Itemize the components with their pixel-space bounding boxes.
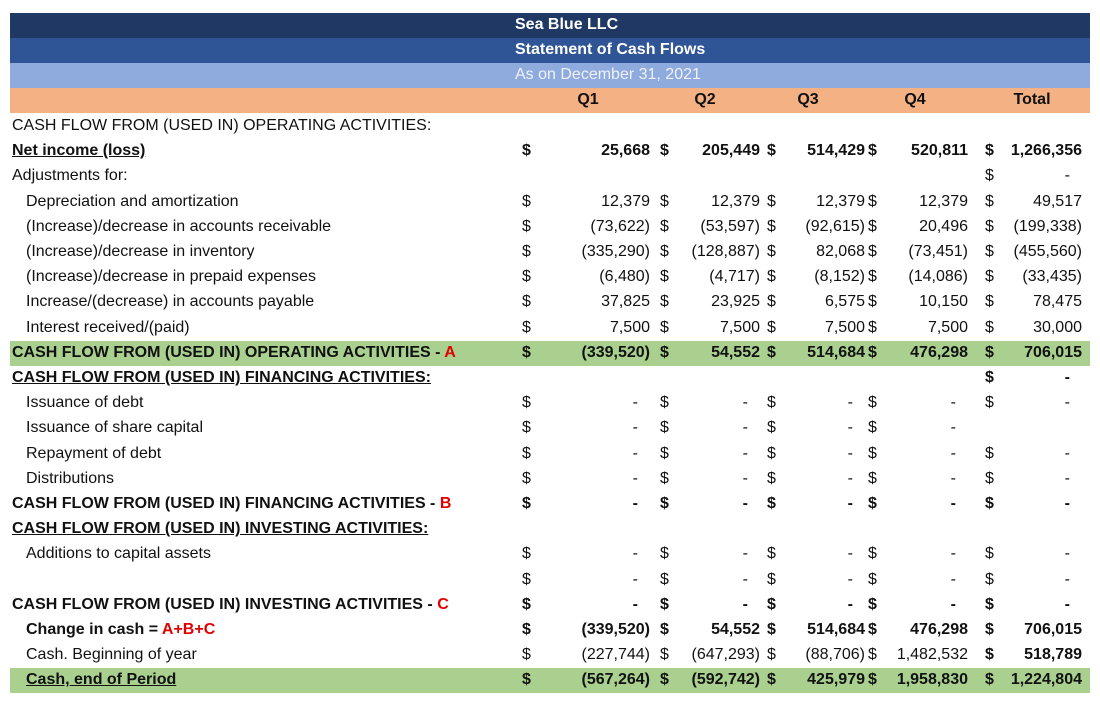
dollar-sign: $ [868, 142, 877, 160]
dollar-sign: $ [522, 646, 531, 664]
amount-cell: - [742, 444, 748, 462]
statement-row [10, 341, 1090, 366]
statement-row [10, 139, 1090, 164]
statement-title: Statement of Cash Flows [515, 41, 706, 58]
company-name: Sea Blue LLC [515, 16, 619, 33]
dollar-sign: $ [767, 142, 776, 160]
dollar-sign: $ [522, 671, 531, 689]
dollar-sign: $ [522, 318, 531, 336]
amount-cell: - [632, 595, 638, 613]
dollar-sign: $ [767, 570, 776, 588]
statement-row [10, 366, 1090, 391]
amount-cell: 12,379 [816, 192, 865, 210]
amount-cell: - [1064, 595, 1070, 613]
row-label [26, 218, 331, 236]
row-label-suffix: A [444, 343, 456, 361]
amount-cell: (88,706) [805, 646, 865, 664]
amount-cell: 12,379 [601, 192, 650, 210]
row-label-text: Repayment of debt [26, 444, 162, 462]
dollar-sign: $ [522, 621, 531, 638]
amount-cell: 1,958,830 [896, 671, 968, 689]
dollar-sign: $ [868, 444, 877, 462]
dollar-sign: $ [985, 545, 994, 563]
dollar-sign: $ [868, 217, 877, 235]
subtitle-band [10, 38, 1090, 63]
amount-cell: 706,015 [1024, 621, 1082, 638]
statement-row [10, 164, 1090, 189]
row-label-text: (Increase)/decrease in prepaid expenses [26, 268, 316, 286]
amount-cell: (335,290) [581, 243, 650, 260]
row-label [26, 394, 143, 412]
amount-cell: 82,068 [816, 243, 865, 260]
dollar-sign: $ [522, 217, 531, 235]
row-label [26, 319, 190, 337]
statement-row [10, 467, 1090, 492]
dollar-sign: $ [660, 293, 669, 311]
dollar-sign: $ [985, 318, 994, 336]
dollar-sign: $ [767, 192, 776, 210]
amount-cell: (567,264) [581, 671, 650, 689]
row-label-text: Issuance of share capital [26, 419, 203, 437]
amount-cell: 78,475 [1033, 293, 1082, 311]
amount-cell: - [847, 570, 853, 588]
amount-cell: - [742, 394, 748, 412]
amount-cell: - [847, 495, 853, 512]
row-label-text: Change in cash = [26, 621, 162, 638]
amount-cell: 12,379 [919, 192, 968, 210]
amount-cell: - [632, 394, 638, 412]
row-label-text: Cash, end of Period [26, 671, 177, 689]
amount-cell: - [742, 495, 748, 512]
row-label-text: Issuance of debt [26, 394, 144, 412]
row-label-suffix: A+B+C [161, 621, 216, 638]
amount-cell: - [1064, 495, 1070, 512]
dollar-sign: $ [868, 343, 877, 361]
dollar-sign: $ [868, 646, 877, 664]
dollar-sign: $ [767, 621, 776, 638]
row-label-text: Adjustments for: [12, 167, 128, 185]
amount-cell: - [950, 394, 956, 412]
amount-cell: 518,789 [1024, 646, 1082, 664]
amount-cell: - [742, 595, 748, 613]
amount-cell: - [632, 570, 638, 588]
statement-row [10, 492, 1090, 517]
dollar-sign: $ [868, 318, 877, 336]
statement-row [10, 114, 1090, 139]
amount-cell: 514,684 [807, 621, 865, 638]
amount-cell: - [950, 495, 956, 512]
dollar-sign: $ [767, 545, 776, 563]
dollar-sign: $ [522, 268, 531, 286]
amount-cell: 514,429 [807, 142, 865, 160]
amount-cell: 205,449 [702, 142, 760, 160]
amount-cell: - [632, 545, 638, 563]
amount-cell: (455,560) [1013, 243, 1082, 260]
dollar-sign: $ [868, 671, 877, 689]
amount-cell: 6,575 [824, 293, 865, 311]
dollar-sign: $ [985, 495, 994, 512]
dollar-sign: $ [660, 671, 669, 689]
dollar-sign: $ [868, 545, 877, 563]
statement-row [10, 568, 1090, 593]
dollar-sign: $ [767, 646, 776, 664]
amount-cell: 520,811 [911, 142, 968, 160]
dollar-sign: $ [985, 293, 994, 311]
dollar-sign: $ [868, 621, 877, 638]
amount-cell: 1,482,532 [896, 646, 968, 664]
dollar-sign: $ [522, 192, 531, 210]
row-label [12, 520, 428, 538]
dollar-sign: $ [660, 217, 669, 235]
dollar-sign: $ [868, 419, 877, 437]
amount-cell: - [847, 444, 853, 462]
statement-row [10, 215, 1090, 240]
amount-cell: - [632, 469, 638, 487]
statement-row [10, 265, 1090, 290]
amount-cell: 1,224,804 [1010, 671, 1082, 689]
dollar-sign: $ [660, 444, 669, 462]
amount-cell: - [847, 394, 853, 412]
dollar-sign: $ [868, 192, 877, 210]
dollar-sign: $ [985, 444, 994, 462]
amount-cell: (128,887) [691, 243, 760, 260]
row-label [26, 646, 197, 664]
dollar-sign: $ [522, 570, 531, 588]
dollar-sign: $ [985, 217, 994, 235]
dollar-sign: $ [985, 394, 994, 412]
amount-cell: - [950, 444, 956, 462]
dollar-sign: $ [767, 268, 776, 286]
row-label-text: (Increase)/decrease in inventory [26, 243, 255, 260]
amount-cell: (592,742) [691, 671, 760, 689]
amount-cell: - [1064, 469, 1070, 487]
dollar-sign: $ [660, 621, 669, 638]
row-label [12, 142, 145, 160]
amount-cell: (92,615) [805, 217, 865, 235]
title-band [10, 13, 1090, 38]
dollar-sign: $ [767, 469, 776, 487]
amount-cell: (339,520) [581, 343, 650, 361]
amount-cell: 25,668 [601, 142, 650, 160]
row-label-text: Cash. Beginning of year [26, 646, 197, 664]
dollar-sign: $ [868, 595, 877, 613]
statement-row [10, 542, 1090, 567]
amount-cell: (73,451) [908, 243, 968, 260]
amount-cell: (53,597) [700, 217, 760, 235]
row-label-text: CASH FLOW FROM (USED IN) OPERATING ACTIVITIES: [12, 117, 432, 134]
amount-cell: (227,744) [581, 646, 650, 664]
row-label-text: (Increase)/decrease in accounts receivable [26, 217, 332, 235]
dollar-sign: $ [985, 142, 994, 160]
dollar-sign: $ [522, 419, 531, 437]
row-label-suffix: C [437, 595, 449, 613]
dollar-sign: $ [660, 495, 669, 512]
row-label [26, 293, 314, 311]
statement-row [10, 416, 1090, 441]
amount-cell: (4,717) [709, 268, 760, 286]
row-label [26, 671, 176, 689]
amount-cell: 7,500 [927, 318, 968, 336]
amount-cell: - [950, 595, 956, 613]
row-label-text: CASH FLOW FROM (USED IN) INVESTING ACTIVITIES: [12, 520, 429, 538]
row-label [12, 344, 456, 362]
row-label [26, 243, 255, 261]
dollar-sign: $ [985, 192, 994, 210]
dollar-sign: $ [868, 570, 877, 588]
dollar-sign: $ [868, 495, 877, 512]
amount-cell: (339,520) [581, 621, 650, 638]
row-label-text: CASH FLOW FROM (USED IN) FINANCING ACTIVITIES - [12, 495, 440, 512]
dollar-sign: $ [522, 142, 531, 160]
amount-cell: - [1064, 167, 1070, 185]
row-label [12, 495, 451, 513]
row-label [26, 193, 239, 211]
column-header-q2: Q2 [694, 91, 716, 108]
amount-cell: 37,825 [601, 293, 650, 311]
amount-cell: - [742, 469, 748, 487]
dollar-sign: $ [985, 595, 994, 613]
dollar-sign: $ [767, 595, 776, 613]
statement-row [10, 391, 1090, 416]
row-label-text: Increase/(decrease) in accounts payable [26, 293, 315, 311]
row-label [26, 470, 114, 488]
row-label [26, 268, 316, 286]
amount-cell: 49,517 [1033, 192, 1082, 210]
statement-row [10, 316, 1090, 341]
statement-row [10, 618, 1090, 643]
row-label-text: Additions to capital assets [26, 545, 211, 563]
amount-cell: - [847, 595, 853, 613]
row-label-suffix: B [439, 495, 452, 512]
dollar-sign: $ [767, 419, 776, 437]
dollar-sign: $ [868, 394, 877, 412]
amount-cell: 12,379 [711, 192, 760, 210]
dollar-sign: $ [660, 545, 669, 563]
statement-row [10, 668, 1090, 693]
amount-cell: - [1064, 394, 1070, 412]
date-band [10, 63, 1090, 88]
amount-cell: (647,293) [691, 646, 760, 664]
dollar-sign: $ [985, 369, 994, 386]
amount-cell: 54,552 [711, 343, 760, 361]
dollar-sign: $ [985, 268, 994, 286]
row-label [26, 445, 161, 463]
row-label [26, 621, 215, 639]
row-label-text: CASH FLOW FROM (USED IN) OPERATING ACTIVITIES - [12, 343, 445, 361]
amount-cell: - [1064, 444, 1070, 462]
amount-cell: 706,015 [1024, 343, 1082, 361]
statement-row [10, 517, 1090, 542]
statement-date: As on December 31, 2021 [515, 66, 701, 83]
dollar-sign: $ [868, 268, 877, 286]
amount-cell: - [742, 570, 748, 588]
dollar-sign: $ [660, 595, 669, 613]
amount-cell: 1,266,356 [1010, 142, 1082, 160]
amount-cell: (73,622) [590, 217, 650, 235]
dollar-sign: $ [660, 394, 669, 412]
dollar-sign: $ [767, 217, 776, 235]
amount-cell: (33,435) [1022, 268, 1082, 286]
amount-cell: 7,500 [824, 318, 865, 336]
amount-cell: - [632, 419, 638, 437]
dollar-sign: $ [767, 671, 776, 689]
dollar-sign: $ [522, 545, 531, 563]
dollar-sign: $ [868, 293, 877, 311]
amount-cell: - [1064, 545, 1070, 563]
amount-cell: 23,925 [711, 293, 760, 311]
amount-cell: 7,500 [719, 318, 760, 336]
column-header-band [10, 88, 1090, 113]
statement-row [10, 290, 1090, 315]
dollar-sign: $ [660, 268, 669, 286]
dollar-sign: $ [985, 671, 994, 689]
amount-cell: - [847, 469, 853, 487]
dollar-sign: $ [522, 394, 531, 412]
dollar-sign: $ [522, 495, 531, 512]
amount-cell: (8,152) [814, 268, 865, 286]
dollar-sign: $ [985, 243, 994, 260]
row-label [12, 117, 431, 135]
column-header-q1: Q1 [577, 91, 599, 108]
dollar-sign: $ [985, 469, 994, 487]
dollar-sign: $ [522, 444, 531, 462]
dollar-sign: $ [767, 444, 776, 462]
column-header-total: Total [1013, 91, 1051, 108]
amount-cell: - [742, 419, 748, 437]
dollar-sign: $ [660, 243, 669, 260]
row-label-text: CASH FLOW FROM (USED IN) INVESTING ACTIVITIES - [12, 595, 438, 613]
dollar-sign: $ [767, 318, 776, 336]
dollar-sign: $ [767, 495, 776, 512]
row-label-text: Interest received/(paid) [26, 318, 190, 336]
statement-row [10, 593, 1090, 618]
dollar-sign: $ [985, 621, 994, 638]
dollar-sign: $ [660, 646, 669, 664]
dollar-sign: $ [660, 469, 669, 487]
dollar-sign: $ [660, 419, 669, 437]
amount-cell: 476,298 [910, 621, 968, 638]
amount-cell: 10,150 [919, 293, 968, 311]
column-header-q3: Q3 [797, 91, 819, 108]
amount-cell: 54,552 [711, 621, 760, 638]
row-label [12, 596, 449, 614]
dollar-sign: $ [522, 595, 531, 613]
statement-row [10, 442, 1090, 467]
dollar-sign: $ [522, 243, 531, 260]
row-label-text: Distributions [26, 469, 115, 487]
dollar-sign: $ [660, 570, 669, 588]
amount-cell: - [950, 469, 956, 487]
dollar-sign: $ [767, 394, 776, 412]
amount-cell: - [847, 419, 853, 437]
amount-cell: 20,496 [919, 217, 968, 235]
dollar-sign: $ [522, 343, 531, 361]
statement-row [10, 240, 1090, 265]
dollar-sign: $ [767, 293, 776, 311]
amount-cell: - [1064, 369, 1070, 386]
amount-cell: - [950, 419, 956, 437]
dollar-sign: $ [868, 243, 877, 260]
dollar-sign: $ [985, 167, 994, 185]
amount-cell: - [950, 545, 956, 563]
dollar-sign: $ [522, 469, 531, 487]
dollar-sign: $ [660, 192, 669, 210]
row-label [12, 369, 431, 387]
row-label [26, 545, 211, 563]
amount-cell: (14,086) [908, 268, 968, 286]
amount-cell: - [847, 545, 853, 563]
amount-cell: 7,500 [609, 318, 650, 336]
row-label-text: Depreciation and amortization [26, 192, 239, 210]
dollar-sign: $ [660, 343, 669, 361]
amount-cell: 514,684 [807, 343, 865, 361]
amount-cell: - [632, 495, 638, 512]
statement-row [10, 190, 1090, 215]
amount-cell: - [742, 545, 748, 563]
row-label [26, 419, 203, 437]
amount-cell: 30,000 [1033, 318, 1082, 336]
dollar-sign: $ [868, 469, 877, 487]
dollar-sign: $ [660, 142, 669, 160]
column-header-q4: Q4 [904, 91, 926, 108]
dollar-sign: $ [985, 570, 994, 588]
dollar-sign: $ [985, 646, 994, 664]
row-label [12, 167, 128, 185]
amount-cell: 476,298 [910, 343, 968, 361]
dollar-sign: $ [522, 293, 531, 311]
dollar-sign: $ [660, 318, 669, 336]
amount-cell: 425,979 [807, 671, 865, 689]
dollar-sign: $ [767, 243, 776, 260]
amount-cell: - [950, 570, 956, 588]
row-label-text: CASH FLOW FROM (USED IN) FINANCING ACTIVITIES: [12, 369, 431, 386]
amount-cell: - [1064, 570, 1070, 588]
amount-cell: (199,338) [1013, 217, 1082, 235]
amount-cell: - [632, 444, 638, 462]
amount-cell: (6,480) [599, 268, 650, 286]
dollar-sign: $ [767, 343, 776, 361]
dollar-sign: $ [985, 343, 994, 361]
statement-row [10, 643, 1090, 668]
row-label-text: Net income (loss) [12, 142, 146, 160]
